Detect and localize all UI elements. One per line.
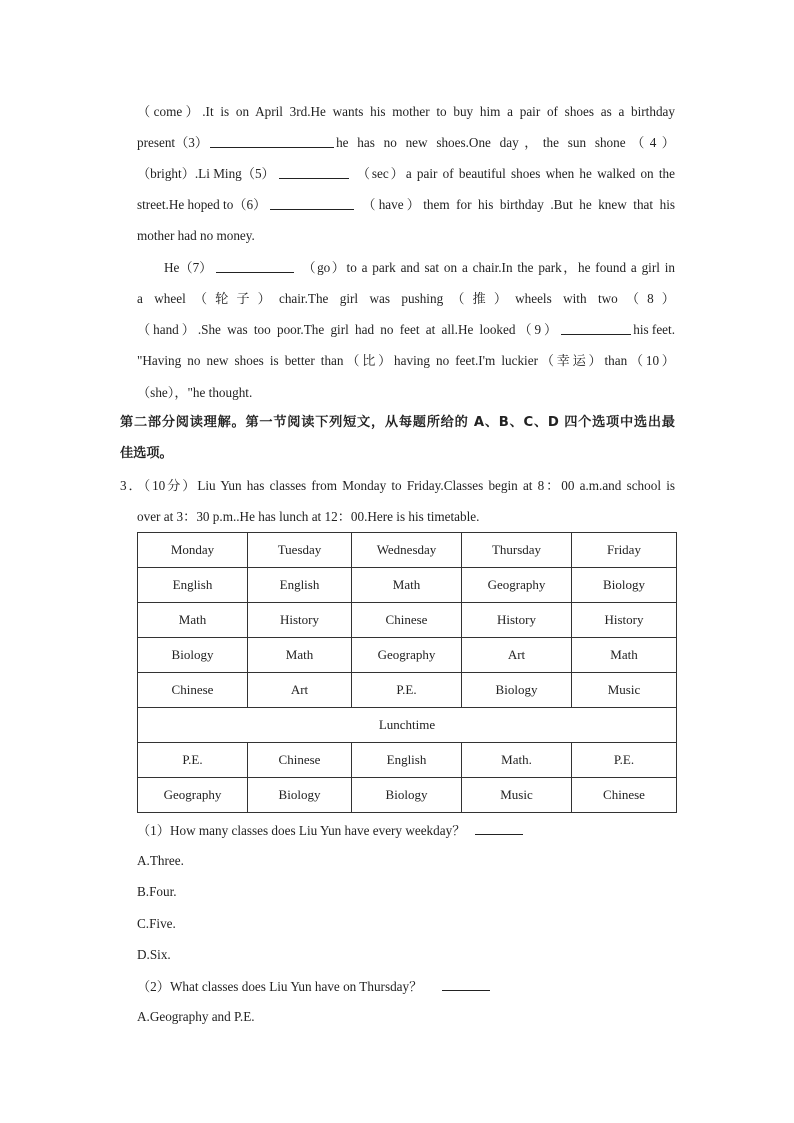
passage-line-1: （come）.It is on April 3rd.He wants his mother to buy him a pair of shoes as a birthday: [137, 104, 675, 119]
passage-text: （hand）.She was too poor.The girl had no feet at all.He looked（9）: [137, 322, 558, 337]
lunchtime-cell: Lunchtime: [138, 708, 677, 743]
table-cell: Geography: [352, 638, 462, 673]
passage-text: present（3）: [137, 135, 209, 150]
table-cell: Music: [462, 778, 572, 813]
table-cell: English: [138, 568, 248, 603]
passage-line-7: a wheel（轮子）chair.The girl was pushing（推）wheels with two（8）: [137, 291, 675, 306]
table-cell: Music: [572, 673, 677, 708]
answer-blank-5[interactable]: [279, 164, 349, 179]
lunchtime-row: [138, 708, 677, 743]
table-cell: History: [572, 603, 677, 638]
timetable: [137, 532, 677, 813]
table-cell: Chinese: [352, 603, 462, 638]
table-row: [138, 603, 677, 638]
passage-line-4: [137, 195, 675, 215]
question3-intro-line-1: 3．（10分）Liu Yun has classes from Monday to Friday.Classes begin at 8：00 a.m.and school is: [120, 478, 675, 493]
table-cell: Chinese: [572, 778, 677, 813]
passage-line-2: [137, 133, 675, 153]
question3-intro-line-2: over at 3：30 p.m..He has lunch at 12：00.Here is his timetable.: [137, 509, 480, 524]
section-heading-line-1: 第二部分阅读理解。第一节阅读下列短文，从每题所给的 A、B、C、D 四个选项中选出最: [120, 415, 675, 430]
section-heading-line-2: 佳选项。: [120, 446, 173, 461]
passage-text: （sec）a pair of beautiful shoes when he walked on the: [356, 166, 675, 181]
passage-line-9: "Having no new shoes is better than（比）having no feet.I'm luckier（幸运）than（10）: [137, 353, 675, 368]
table-row: [138, 638, 677, 673]
table-row: [138, 743, 677, 778]
table-cell: Art: [248, 673, 352, 708]
answer-blank-7[interactable]: [216, 258, 294, 273]
passage-line-8: [137, 320, 675, 340]
option-b[interactable]: B.Four.: [137, 884, 177, 899]
table-cell: Math: [248, 638, 352, 673]
table-cell: Art: [462, 638, 572, 673]
table-row: [138, 568, 677, 603]
answer-blank-6[interactable]: [270, 195, 354, 210]
day-thursday: Thursday: [462, 533, 572, 568]
option-c[interactable]: C.Five.: [137, 916, 176, 931]
answer-blank-3[interactable]: [210, 133, 334, 148]
passage-line-10: （she），"he thought.: [137, 385, 253, 400]
table-cell: Math: [138, 603, 248, 638]
timetable-header-row: [138, 533, 677, 568]
table-cell: P.E.: [138, 743, 248, 778]
option-a[interactable]: A.Three.: [137, 853, 184, 868]
table-cell: Chinese: [248, 743, 352, 778]
day-tuesday: Tuesday: [248, 533, 352, 568]
passage-line-6: [164, 258, 675, 278]
table-cell: Biology: [138, 638, 248, 673]
table-cell: Math: [352, 568, 462, 603]
table-cell: Geography: [138, 778, 248, 813]
table-cell: Biology: [462, 673, 572, 708]
passage-text: （have）them for his birthday .But he knew that his: [362, 197, 675, 212]
table-cell: English: [248, 568, 352, 603]
passage-text: he has no new shoes.One day，the sun shone（4）: [336, 135, 675, 150]
table-cell: Biology: [352, 778, 462, 813]
table-cell: Biology: [248, 778, 352, 813]
day-monday: Monday: [138, 533, 248, 568]
table-cell: English: [352, 743, 462, 778]
passage-text: his feet.: [633, 322, 675, 337]
answer-blank-q2[interactable]: [442, 976, 490, 991]
option-d[interactable]: D.Six.: [137, 947, 171, 962]
question-1-stem: （1）How many classes does Liu Yun have every weekday？: [137, 820, 523, 841]
answer-blank-q1[interactable]: [475, 820, 523, 835]
passage-line-5: mother had no money.: [137, 228, 255, 243]
day-wednesday: Wednesday: [352, 533, 462, 568]
table-cell: Biology: [572, 568, 677, 603]
answer-blank-9[interactable]: [561, 320, 631, 335]
day-friday: Friday: [572, 533, 677, 568]
table-cell: Math: [572, 638, 677, 673]
passage-text: street.He hoped to（6）: [137, 197, 267, 212]
table-cell: Math.: [462, 743, 572, 778]
table-cell: Chinese: [138, 673, 248, 708]
passage-text: He（7）: [164, 260, 213, 275]
passage-text: （bright）.Li Ming（5）: [137, 166, 275, 181]
table-cell: P.E.: [572, 743, 677, 778]
option-a[interactable]: A.Geography and P.E.: [137, 1009, 255, 1024]
table-cell: P.E.: [352, 673, 462, 708]
question-2-stem: （2）What classes does Liu Yun have on Thursday？: [137, 976, 490, 997]
table-cell: History: [248, 603, 352, 638]
table-row: [138, 673, 677, 708]
passage-line-3: [137, 164, 675, 184]
table-cell: History: [462, 603, 572, 638]
table-cell: Geography: [462, 568, 572, 603]
table-row: [138, 778, 677, 813]
passage-text: （go）to a park and sat on a chair.In the park，he found a girl in: [302, 260, 675, 275]
